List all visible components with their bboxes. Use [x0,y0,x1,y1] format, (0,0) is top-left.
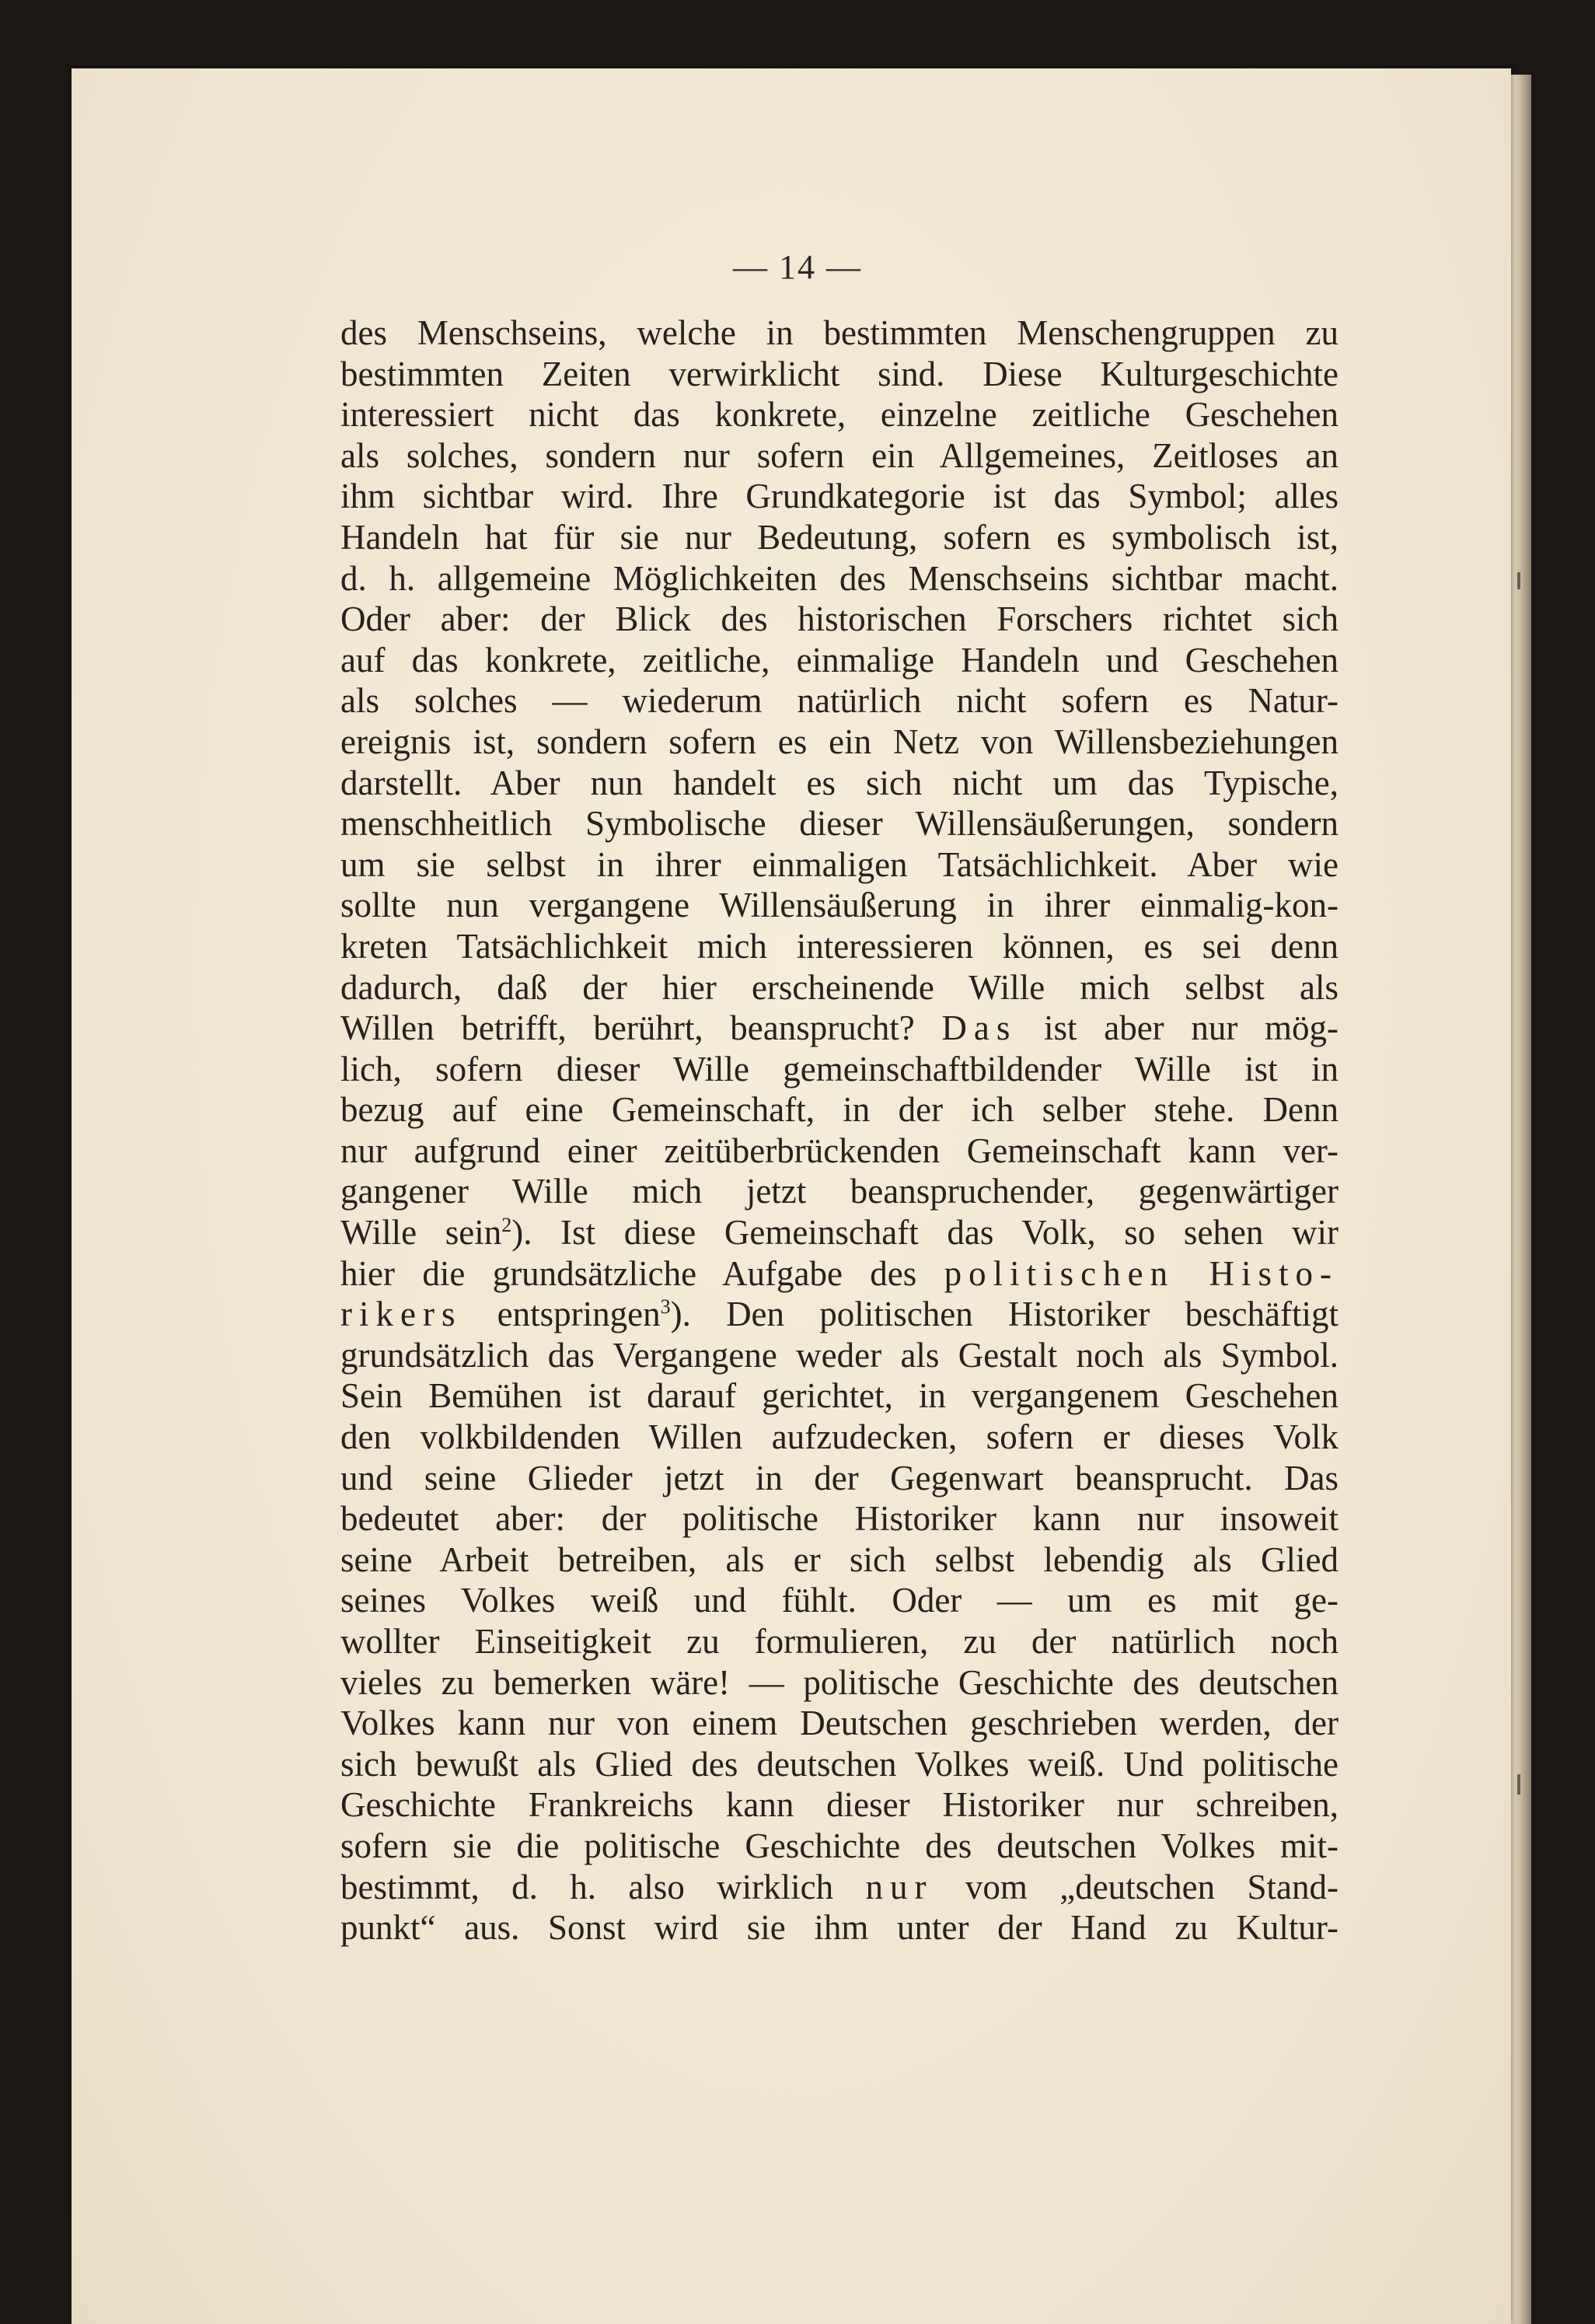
text-segment: ). Ist diese Gemeinschaft das Volk, so sehen wir [511,1213,1339,1253]
text-segment: Willen betrifft, berührt, beansprucht? [340,1008,915,1048]
text-segment: hier die grundsätzliche Aufgabe des [340,1253,944,1293]
text-line: wollter Einseitigkeit zu formulieren, zu der natürlich noch [340,1622,1338,1661]
text-line: um sie selbst in ihrer einmaligen Tatsächlichkeit. Aber wie [340,844,1338,884]
text-line: ihm sichtbar wird. Ihre Grundkategorie ist das Symbol; alles [340,477,1338,516]
text-line: interessiert nicht das konkrete, einzelne zeitliche Geschehen [340,395,1338,435]
text-line: nur aufgrund einer zeitüberbrückenden Gemeinschaft kann ver- [340,1131,1338,1170]
text-line: Oder aber: der Blick des historischen Forschers richtet sich [340,599,1338,639]
body-text [340,313,1338,1948]
spaced-emphasis: Das [941,1008,1017,1048]
text-line: seine Arbeit betreiben, als er sich selbst lebendig als Glied [340,1539,1338,1579]
text-line: als solches — wiederum natürlich nicht sofern es Natur- [340,681,1338,721]
text-line: sofern sie die politische Geschichte des deutschen Volkes mit- [340,1826,1338,1865]
text-segment: bestimmt, d. h. also wirklich [340,1867,866,1906]
margin-mark [1517,572,1520,589]
spaced-emphasis: rikers [340,1295,462,1334]
text-line: Handeln hat für sie nur Bedeutung, sofern es symbolisch ist, [340,517,1338,557]
text-line: ereignis ist, sondern sofern es ein Netz von Willensbeziehungen [340,722,1338,761]
text-line: d. h. allgemeine Möglichkeiten des Menschseins sichtbar macht. [340,558,1338,598]
text-line: Volkes kann nur von einem Deutschen geschrieben werden, der [340,1704,1338,1743]
text-line: bedeutet aber: der politische Historiker kann nur insoweit [340,1499,1338,1539]
text-segment: entspringen [462,1295,661,1334]
text-line: den volkbildenden Willen aufzudecken, sofern er dieses Volk [340,1417,1338,1457]
footnote-ref: 2 [501,1214,512,1237]
text-line: menschheitlich Symbolische dieser Willensäußerungen, sondern [340,804,1338,844]
text-line: bestimmten Zeiten verwirklicht sind. Diese Kulturgeschichte [340,354,1338,393]
text-line: des Menschseins, welche in bestimmten Menschengruppen zu [340,313,1338,352]
text-line: Sein Bemühen ist darauf gerichtet, in vergangenem Geschehen [340,1376,1338,1416]
page-number: — 14 — [733,248,862,286]
text-line: dadurch, daß der hier erscheinende Wille mich selbst als [340,967,1338,1007]
text-line: gangener Wille mich jetzt beanspruchender, gegenwärtiger [340,1172,1338,1211]
text-line: auf das konkrete, zeitliche, einmalige Handeln und Geschehen [340,640,1338,680]
text-line: als solches, sondern nur sofern ein Allgemeines, Zeitloses an [340,435,1338,475]
margin-mark [1517,1774,1520,1795]
text-line [340,1008,1338,1049]
text-line: darstellt. Aber nun handelt es sich nicht um das Typische, [340,763,1338,802]
spaced-emphasis: nur [865,1867,934,1906]
text-segment: vom „deutschen Stand- [933,1867,1338,1906]
text-line [340,1867,1338,1908]
spaced-emphasis: politischen Histo- [944,1253,1339,1293]
text-line: grundsätzlich das Vergangene weder als Gestalt noch als Symbol. [340,1335,1338,1375]
text-segment: Wille sein [340,1213,502,1253]
footnote-ref: 3 [660,1295,671,1319]
text-line: punkt“ aus. Sonst wird sie ihm unter der Hand zu Kultur- [340,1908,1338,1948]
text-line [340,1212,1338,1253]
text-segment: ist aber nur mög- [1017,1008,1338,1048]
text-line: Geschichte Frankreichs kann dieser Historiker nur schreiben, [340,1785,1338,1825]
text-line: seines Volkes weiß und fühlt. Oder — um es mit ge- [340,1581,1338,1620]
text-line: sollte nun vergangene Willensäußerung in ihrer einmalig-kon- [340,886,1338,925]
text-line [340,1294,1338,1335]
text-line: kreten Tatsächlichkeit mich interessieren können, es sei denn [340,926,1338,966]
page-edge [1511,75,1531,2324]
text-line: lich, sofern dieser Wille gemeinschaftbildender Wille ist in [340,1049,1338,1089]
text-line: und seine Glieder jetzt in der Gegenwart beansprucht. Das [340,1458,1338,1497]
text-segment: ). Den politischen Historiker beschäftigt [670,1295,1338,1334]
text-line: bezug auf eine Gemeinschaft, in der ich selber stehe. Denn [340,1090,1338,1130]
text-line: vieles zu bemerken wäre! — politische Geschichte des deutschen [340,1662,1338,1702]
text-line [340,1253,1338,1295]
text-line: sich bewußt als Glied des deutschen Volkes weiß. Und politische [340,1744,1338,1784]
